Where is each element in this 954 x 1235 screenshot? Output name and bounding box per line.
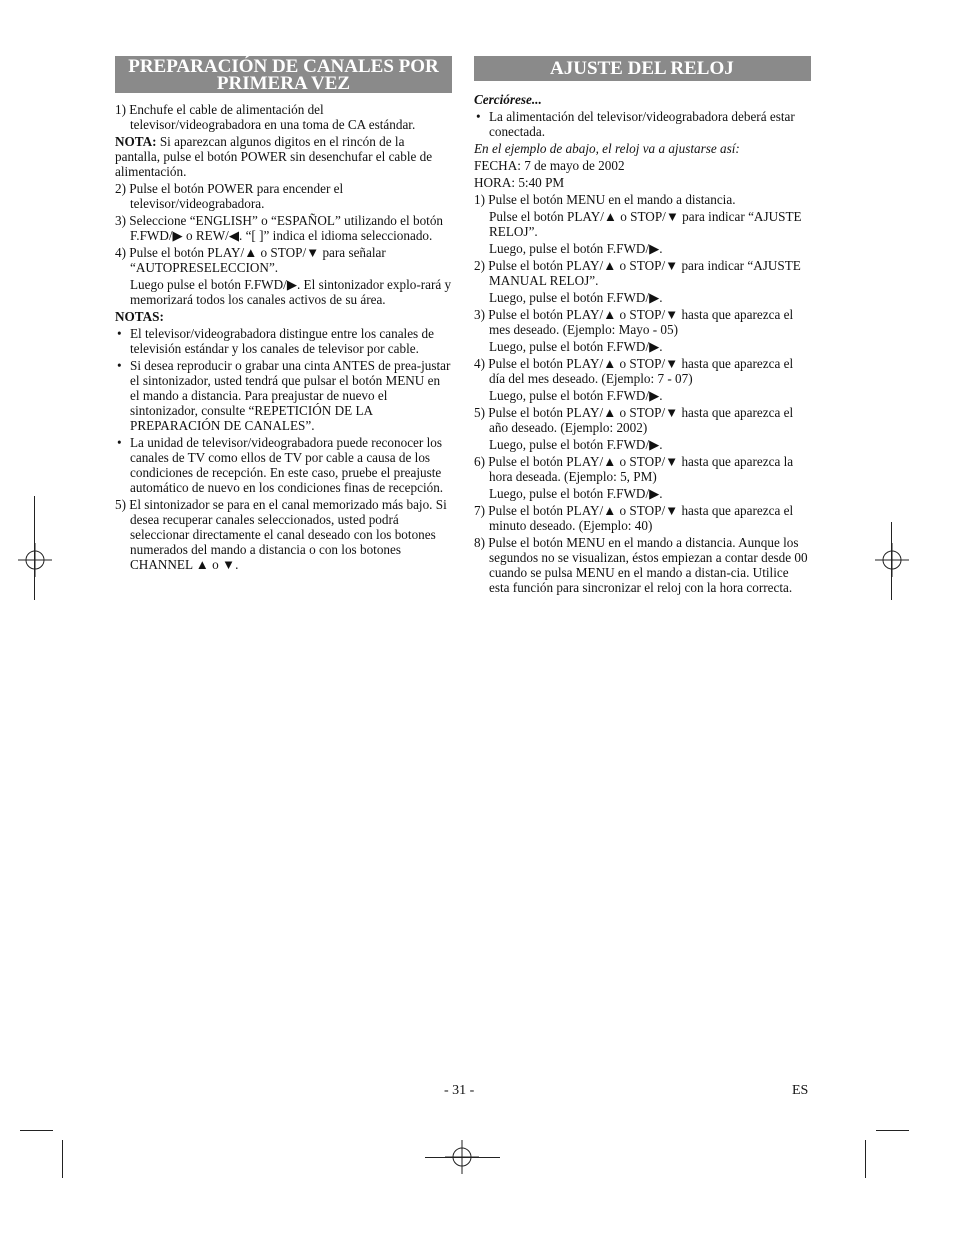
nota-bullet: • El televisor/videograbadora distingue entre los canales de televisión estándar y los canales de televisor por cable. [117,326,434,356]
example-hora: HORA: 5:40 PM [474,175,565,190]
nota-bullet-text: Si desea reproducir o grabar una cinta ANTES de prea-justar el sintonizador, usted tendrá que pulsar el botón MENU en el mando a distancia. Para preajustar de nuevo el sintonizador, consulte “REPETICIÓN DE LA PREPARACIÓN DE CANALES”. [130,358,451,433]
clock-step-6: 6) Pulse el botón PLAY/▲ o STOP/▼ hasta que aparezca la hora deseada. (Ejemplo: 5, PM) [474,454,794,484]
left-column [115,56,452,574]
clock-step-7: 7) Pulse el botón PLAY/▲ o STOP/▼ hasta que aparezca el minuto deseado. (Ejemplo: 40) [474,503,794,533]
crop-mark [20,1130,53,1131]
step-2: 2) Pulse el botón POWER para encender el televisor/videograbadora. [115,181,344,211]
crop-mark [62,1140,63,1178]
step-4-continuation: Luego pulse el botón F.FWD/▶. El sintonizador explo-rará y memorizará todos los canales activos de su área. [130,277,452,307]
clock-step-6-continuation: Luego, pulse el botón F.FWD/▶. [489,486,663,501]
clock-step-2: 2) Pulse el botón PLAY/▲ o STOP/▼ para indicar “AJUSTE MANUAL RELOJ”. [474,258,801,288]
nota-label: NOTA: [115,134,157,149]
requirement-bullet: • La alimentación del televisor/videograbadora deberá estar conectada. [476,109,795,139]
clock-step-4: 4) Pulse el botón PLAY/▲ o STOP/▼ hasta que aparezca el día del mes deseado. (Ejemplo: 7 - 07) [474,356,794,386]
language-code: ES [792,1083,809,1098]
registration-mark-left [18,543,52,577]
clock-steps [474,192,811,595]
clock-step-1: 1) Pulse el botón MENU en el mando a distancia. [474,192,736,207]
step-5: 5) El sintonizador se para en el canal memorizado más bajo. Si desea recuperar canales seleccionados, usted podrá seleccionar directamente el canal deseado con los botones numerados del mando a distancia o con los botones CHANNEL ▲ o ▼. [115,497,447,572]
clock-step-5-continuation: Luego, pulse el botón F.FWD/▶. [489,437,663,452]
clock-step-1-continuation: Pulse el botón PLAY/▲ o STOP/▼ para indicar “AJUSTE RELOJ”. [489,209,802,239]
nota-bullet-text: El televisor/videograbadora distingue entre los canales de televisión estándar y los canales de televisor por cable. [130,326,434,356]
nota-bullet-text: La unidad de televisor/videograbadora puede reconocer los canales de TV como ellos de TV por cable a causa de los condiciones de recepción. En este caso, pruebe el preajuste automático de nuevo en los condiciones finas de recepción. [130,435,444,495]
clock-step-8: 8) Pulse el botón MENU en el mando a distancia. Aunque los segundos no se visualizan, éstos empiezan a contar desde 00 cuando se pulsa MENU en el mando a distan-cia. Utilice esta función para sincronizar el reloj con la hora correcta. [474,535,808,595]
right-column [474,56,811,597]
subheading-cerciorese: Cerciórese... [474,92,542,107]
crop-mark [425,1157,500,1158]
nota-text: Si aparezcan algunos digitos en el rincón de la pantalla, pulse el botón POWER sin desenchufar el cable de alimentación. [115,134,433,179]
example-fecha: FECHA: 7 de mayo de 2002 [474,158,625,173]
requirement-text: La alimentación del televisor/videograbadora deberá estar conectada. [489,109,795,139]
nota-bullet: • La unidad de televisor/videograbadora puede reconocer los canales de TV como ellos de TV por cable a causa de los condiciones de recepción. En este caso, pruebe el preajuste automático de nuevo en los condiciones finas de recepción. [117,435,444,495]
clock-step-1-continuation: Luego, pulse el botón F.FWD/▶. [489,241,663,256]
step-4: 4) Pulse el botón PLAY/▲ o STOP/▼ para señalar “AUTOPRESELECCION”. [115,245,386,275]
nota [115,134,452,179]
section-title-ajuste-reloj: AJUSTE DEL RELOJ [474,56,811,81]
nota-bullet: • Si desea reproducir o grabar una cinta ANTES de prea-justar el sintonizador, usted tendrá que pulsar el botón MENU en el mando a distancia. Para preajustar de nuevo el sintonizador, consulte “REPETICIÓN DE LA PREPARACIÓN DE CANALES”. [117,358,451,433]
example-intro: En el ejemplo de abajo, el reloj va a ajustarse así: [474,141,740,156]
step-1: 1) Enchufe el cable de alimentación del televisor/videograbadora en una toma de CA estándar. [115,102,416,132]
clock-step-5: 5) Pulse el botón PLAY/▲ o STOP/▼ hasta que aparezca el año deseado. (Ejemplo: 2002) [474,405,794,435]
section-title-preparacion: PREPARACIÓN DE CANALES POR PRIMERA VEZ [115,56,452,93]
notas-label: NOTAS: [115,309,164,324]
clock-step-4-continuation: Luego, pulse el botón F.FWD/▶. [489,388,663,403]
clock-step-3: 3) Pulse el botón PLAY/▲ o STOP/▼ hasta que aparezca el mes deseado. (Ejemplo: Mayo - 05) [474,307,794,337]
page-number: - 31 - [444,1083,475,1098]
crop-mark [865,1140,866,1178]
crop-mark [891,522,892,600]
crop-mark [876,1130,909,1131]
crop-mark [34,496,35,600]
clock-step-3-continuation: Luego, pulse el botón F.FWD/▶. [489,339,663,354]
step-3: 3) Seleccione “ENGLISH” o “ESPAÑOL” utilizando el botón F.FWD/▶ o REW/◀. “[ ]” indica el idioma seleccionado. [115,213,444,243]
registration-mark-right [875,543,909,577]
clock-step-2-continuation: Luego, pulse el botón F.FWD/▶. [489,290,663,305]
